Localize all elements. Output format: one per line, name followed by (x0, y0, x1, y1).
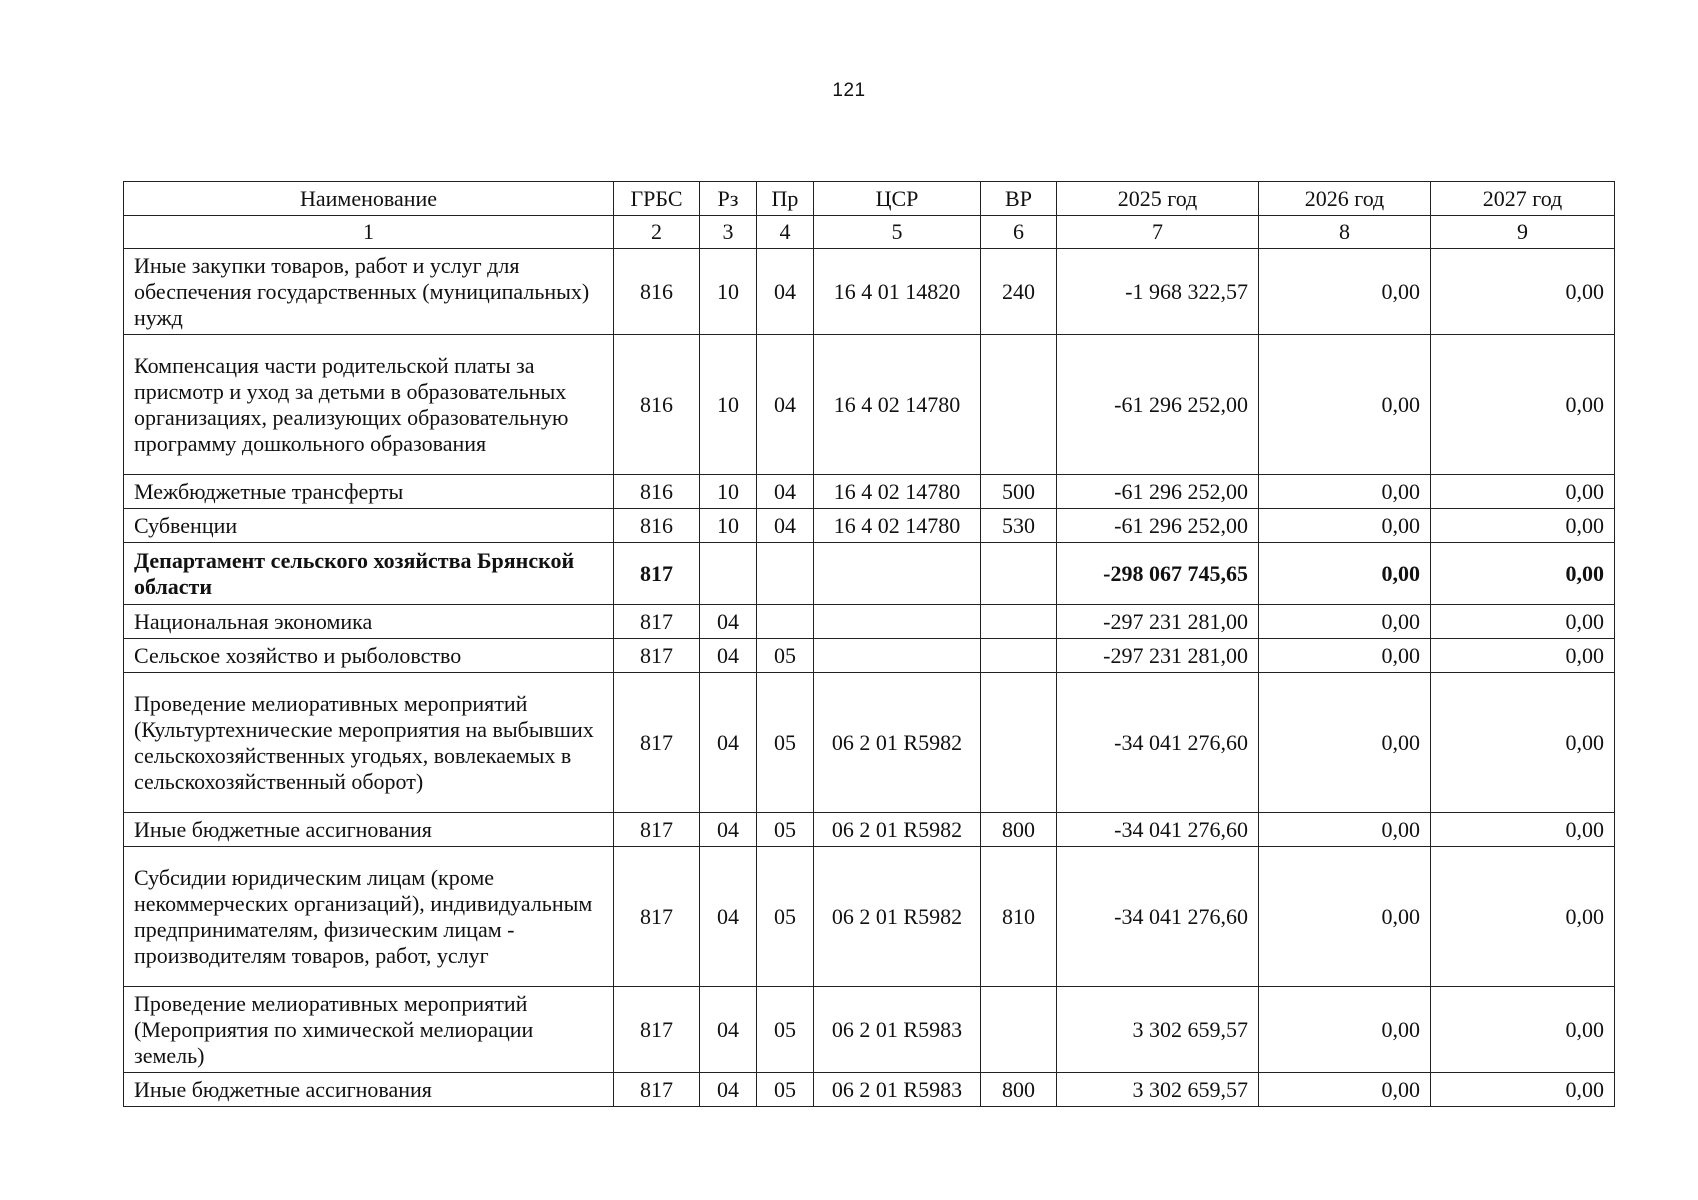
cell-name: Сельское хозяйство и рыболовство (124, 639, 614, 673)
cell-vr: 500 (981, 475, 1057, 509)
cell-vr: 800 (981, 813, 1057, 847)
column-number: 2 (614, 216, 700, 249)
header-2027: 2027 год (1431, 182, 1615, 216)
cell-rz: 04 (700, 673, 757, 813)
cell-name: Субвенции (124, 509, 614, 543)
cell-rz: 04 (700, 987, 757, 1073)
table-row (124, 813, 1615, 847)
table-row (124, 335, 1615, 475)
cell-rz: 04 (700, 847, 757, 987)
cell-rz (700, 543, 757, 605)
cell-name: Проведение мелиоративных мероприятий (Мероприятия по химической мелиорации земель) (124, 987, 614, 1073)
cell-pr (757, 605, 814, 639)
cell-2025: -34 041 276,60 (1057, 847, 1259, 987)
cell-vr (981, 987, 1057, 1073)
cell-2026: 0,00 (1259, 673, 1431, 813)
cell-2026: 0,00 (1259, 813, 1431, 847)
cell-2025: -298 067 745,65 (1057, 543, 1259, 605)
cell-pr: 05 (757, 847, 814, 987)
cell-grbs: 817 (614, 987, 700, 1073)
cell-grbs: 817 (614, 673, 700, 813)
cell-2026: 0,00 (1259, 249, 1431, 335)
cell-2025: 3 302 659,57 (1057, 987, 1259, 1073)
cell-name: Межбюджетные трансферты (124, 475, 614, 509)
column-number: 9 (1431, 216, 1615, 249)
cell-csr: 16 4 02 14780 (814, 335, 981, 475)
cell-2027: 0,00 (1431, 847, 1615, 987)
cell-pr: 05 (757, 639, 814, 673)
cell-pr (757, 543, 814, 605)
column-number-row (124, 216, 1615, 249)
cell-2027: 0,00 (1431, 509, 1615, 543)
cell-vr (981, 639, 1057, 673)
table-row (124, 509, 1615, 543)
header-name: Наименование (124, 182, 614, 216)
header-vr: ВР (981, 182, 1057, 216)
cell-pr: 04 (757, 335, 814, 475)
cell-2025: -297 231 281,00 (1057, 639, 1259, 673)
cell-grbs: 816 (614, 335, 700, 475)
page-number: 121 (832, 80, 866, 101)
cell-name: Иные закупки товаров, работ и услуг для обеспечения государственных (муниципальных) нужд (124, 249, 614, 335)
budget-table (123, 181, 1615, 1107)
column-number: 7 (1057, 216, 1259, 249)
cell-2027: 0,00 (1431, 605, 1615, 639)
cell-2027: 0,00 (1431, 1073, 1615, 1107)
cell-2027: 0,00 (1431, 335, 1615, 475)
cell-vr (981, 543, 1057, 605)
cell-grbs: 817 (614, 1073, 700, 1107)
cell-grbs: 817 (614, 543, 700, 605)
column-number: 3 (700, 216, 757, 249)
cell-name: Иные бюджетные ассигнования (124, 1073, 614, 1107)
cell-grbs: 817 (614, 605, 700, 639)
cell-2025: -297 231 281,00 (1057, 605, 1259, 639)
cell-pr: 04 (757, 249, 814, 335)
cell-pr: 05 (757, 673, 814, 813)
cell-2027: 0,00 (1431, 673, 1615, 813)
cell-name: Компенсация части родительской платы за присмотр и уход за детьми в образовательных организациях, реализующих образовательную программу дошкольного образования (124, 335, 614, 475)
cell-csr: 06 2 01 R5982 (814, 847, 981, 987)
cell-pr: 05 (757, 987, 814, 1073)
cell-2026: 0,00 (1259, 1073, 1431, 1107)
cell-rz: 10 (700, 335, 757, 475)
table-row (124, 673, 1615, 813)
cell-2026: 0,00 (1259, 605, 1431, 639)
cell-csr: 16 4 02 14780 (814, 475, 981, 509)
cell-rz: 10 (700, 509, 757, 543)
cell-2027: 0,00 (1431, 639, 1615, 673)
cell-vr: 530 (981, 509, 1057, 543)
cell-pr: 05 (757, 813, 814, 847)
cell-2025: 3 302 659,57 (1057, 1073, 1259, 1107)
cell-2027: 0,00 (1431, 813, 1615, 847)
cell-grbs: 816 (614, 509, 700, 543)
cell-name: Департамент сельского хозяйства Брянской области (124, 543, 614, 605)
table-row (124, 543, 1615, 605)
header-pr: Пр (757, 182, 814, 216)
cell-csr: 06 2 01 R5982 (814, 673, 981, 813)
table-row (124, 1073, 1615, 1107)
header-rz: Рз (700, 182, 757, 216)
table-row (124, 847, 1615, 987)
cell-2026: 0,00 (1259, 509, 1431, 543)
header-row (124, 182, 1615, 216)
cell-2025: -34 041 276,60 (1057, 813, 1259, 847)
cell-grbs: 817 (614, 813, 700, 847)
header-2026: 2026 год (1259, 182, 1431, 216)
cell-grbs: 816 (614, 249, 700, 335)
cell-vr (981, 673, 1057, 813)
cell-2026: 0,00 (1259, 335, 1431, 475)
header-2025: 2025 год (1057, 182, 1259, 216)
cell-rz: 10 (700, 249, 757, 335)
cell-grbs: 817 (614, 639, 700, 673)
cell-csr: 06 2 01 R5982 (814, 813, 981, 847)
cell-2027: 0,00 (1431, 475, 1615, 509)
cell-pr: 04 (757, 475, 814, 509)
cell-grbs: 816 (614, 475, 700, 509)
cell-2027: 0,00 (1431, 249, 1615, 335)
cell-pr: 04 (757, 509, 814, 543)
cell-csr (814, 543, 981, 605)
cell-rz: 04 (700, 813, 757, 847)
cell-2027: 0,00 (1431, 987, 1615, 1073)
cell-2025: -61 296 252,00 (1057, 335, 1259, 475)
cell-csr (814, 639, 981, 673)
cell-name: Проведение мелиоративных мероприятий (Культуртехнические мероприятия на выбывших сельскохозяйственных угодьях, вовлекаемых в сельскохозяйственный оборот) (124, 673, 614, 813)
cell-2026: 0,00 (1259, 543, 1431, 605)
cell-rz: 10 (700, 475, 757, 509)
table-row (124, 987, 1615, 1073)
cell-2025: -61 296 252,00 (1057, 475, 1259, 509)
column-number: 1 (124, 216, 614, 249)
column-number: 8 (1259, 216, 1431, 249)
cell-rz: 04 (700, 1073, 757, 1107)
cell-2025: -61 296 252,00 (1057, 509, 1259, 543)
cell-vr (981, 605, 1057, 639)
cell-grbs: 817 (614, 847, 700, 987)
cell-name: Национальная экономика (124, 605, 614, 639)
column-number: 6 (981, 216, 1057, 249)
cell-name: Субсидии юридическим лицам (кроме некоммерческих организаций), индивидуальным предпринимателям, физическим лицам - производителям товаров, работ, услуг (124, 847, 614, 987)
cell-vr: 800 (981, 1073, 1057, 1107)
column-number: 5 (814, 216, 981, 249)
cell-csr: 16 4 01 14820 (814, 249, 981, 335)
header-csr: ЦСР (814, 182, 981, 216)
table-row (124, 475, 1615, 509)
cell-2025: -34 041 276,60 (1057, 673, 1259, 813)
table-row (124, 605, 1615, 639)
header-grbs: ГРБС (614, 182, 700, 216)
cell-vr (981, 335, 1057, 475)
cell-csr (814, 605, 981, 639)
table-row (124, 249, 1615, 335)
cell-name: Иные бюджетные ассигнования (124, 813, 614, 847)
cell-2026: 0,00 (1259, 639, 1431, 673)
cell-2027: 0,00 (1431, 543, 1615, 605)
cell-2026: 0,00 (1259, 987, 1431, 1073)
cell-csr: 06 2 01 R5983 (814, 1073, 981, 1107)
cell-rz: 04 (700, 605, 757, 639)
cell-csr: 06 2 01 R5983 (814, 987, 981, 1073)
cell-pr: 05 (757, 1073, 814, 1107)
cell-csr: 16 4 02 14780 (814, 509, 981, 543)
table-row (124, 639, 1615, 673)
cell-2026: 0,00 (1259, 847, 1431, 987)
cell-2026: 0,00 (1259, 475, 1431, 509)
cell-rz: 04 (700, 639, 757, 673)
cell-vr: 240 (981, 249, 1057, 335)
cell-vr: 810 (981, 847, 1057, 987)
column-number: 4 (757, 216, 814, 249)
cell-2025: -1 968 322,57 (1057, 249, 1259, 335)
